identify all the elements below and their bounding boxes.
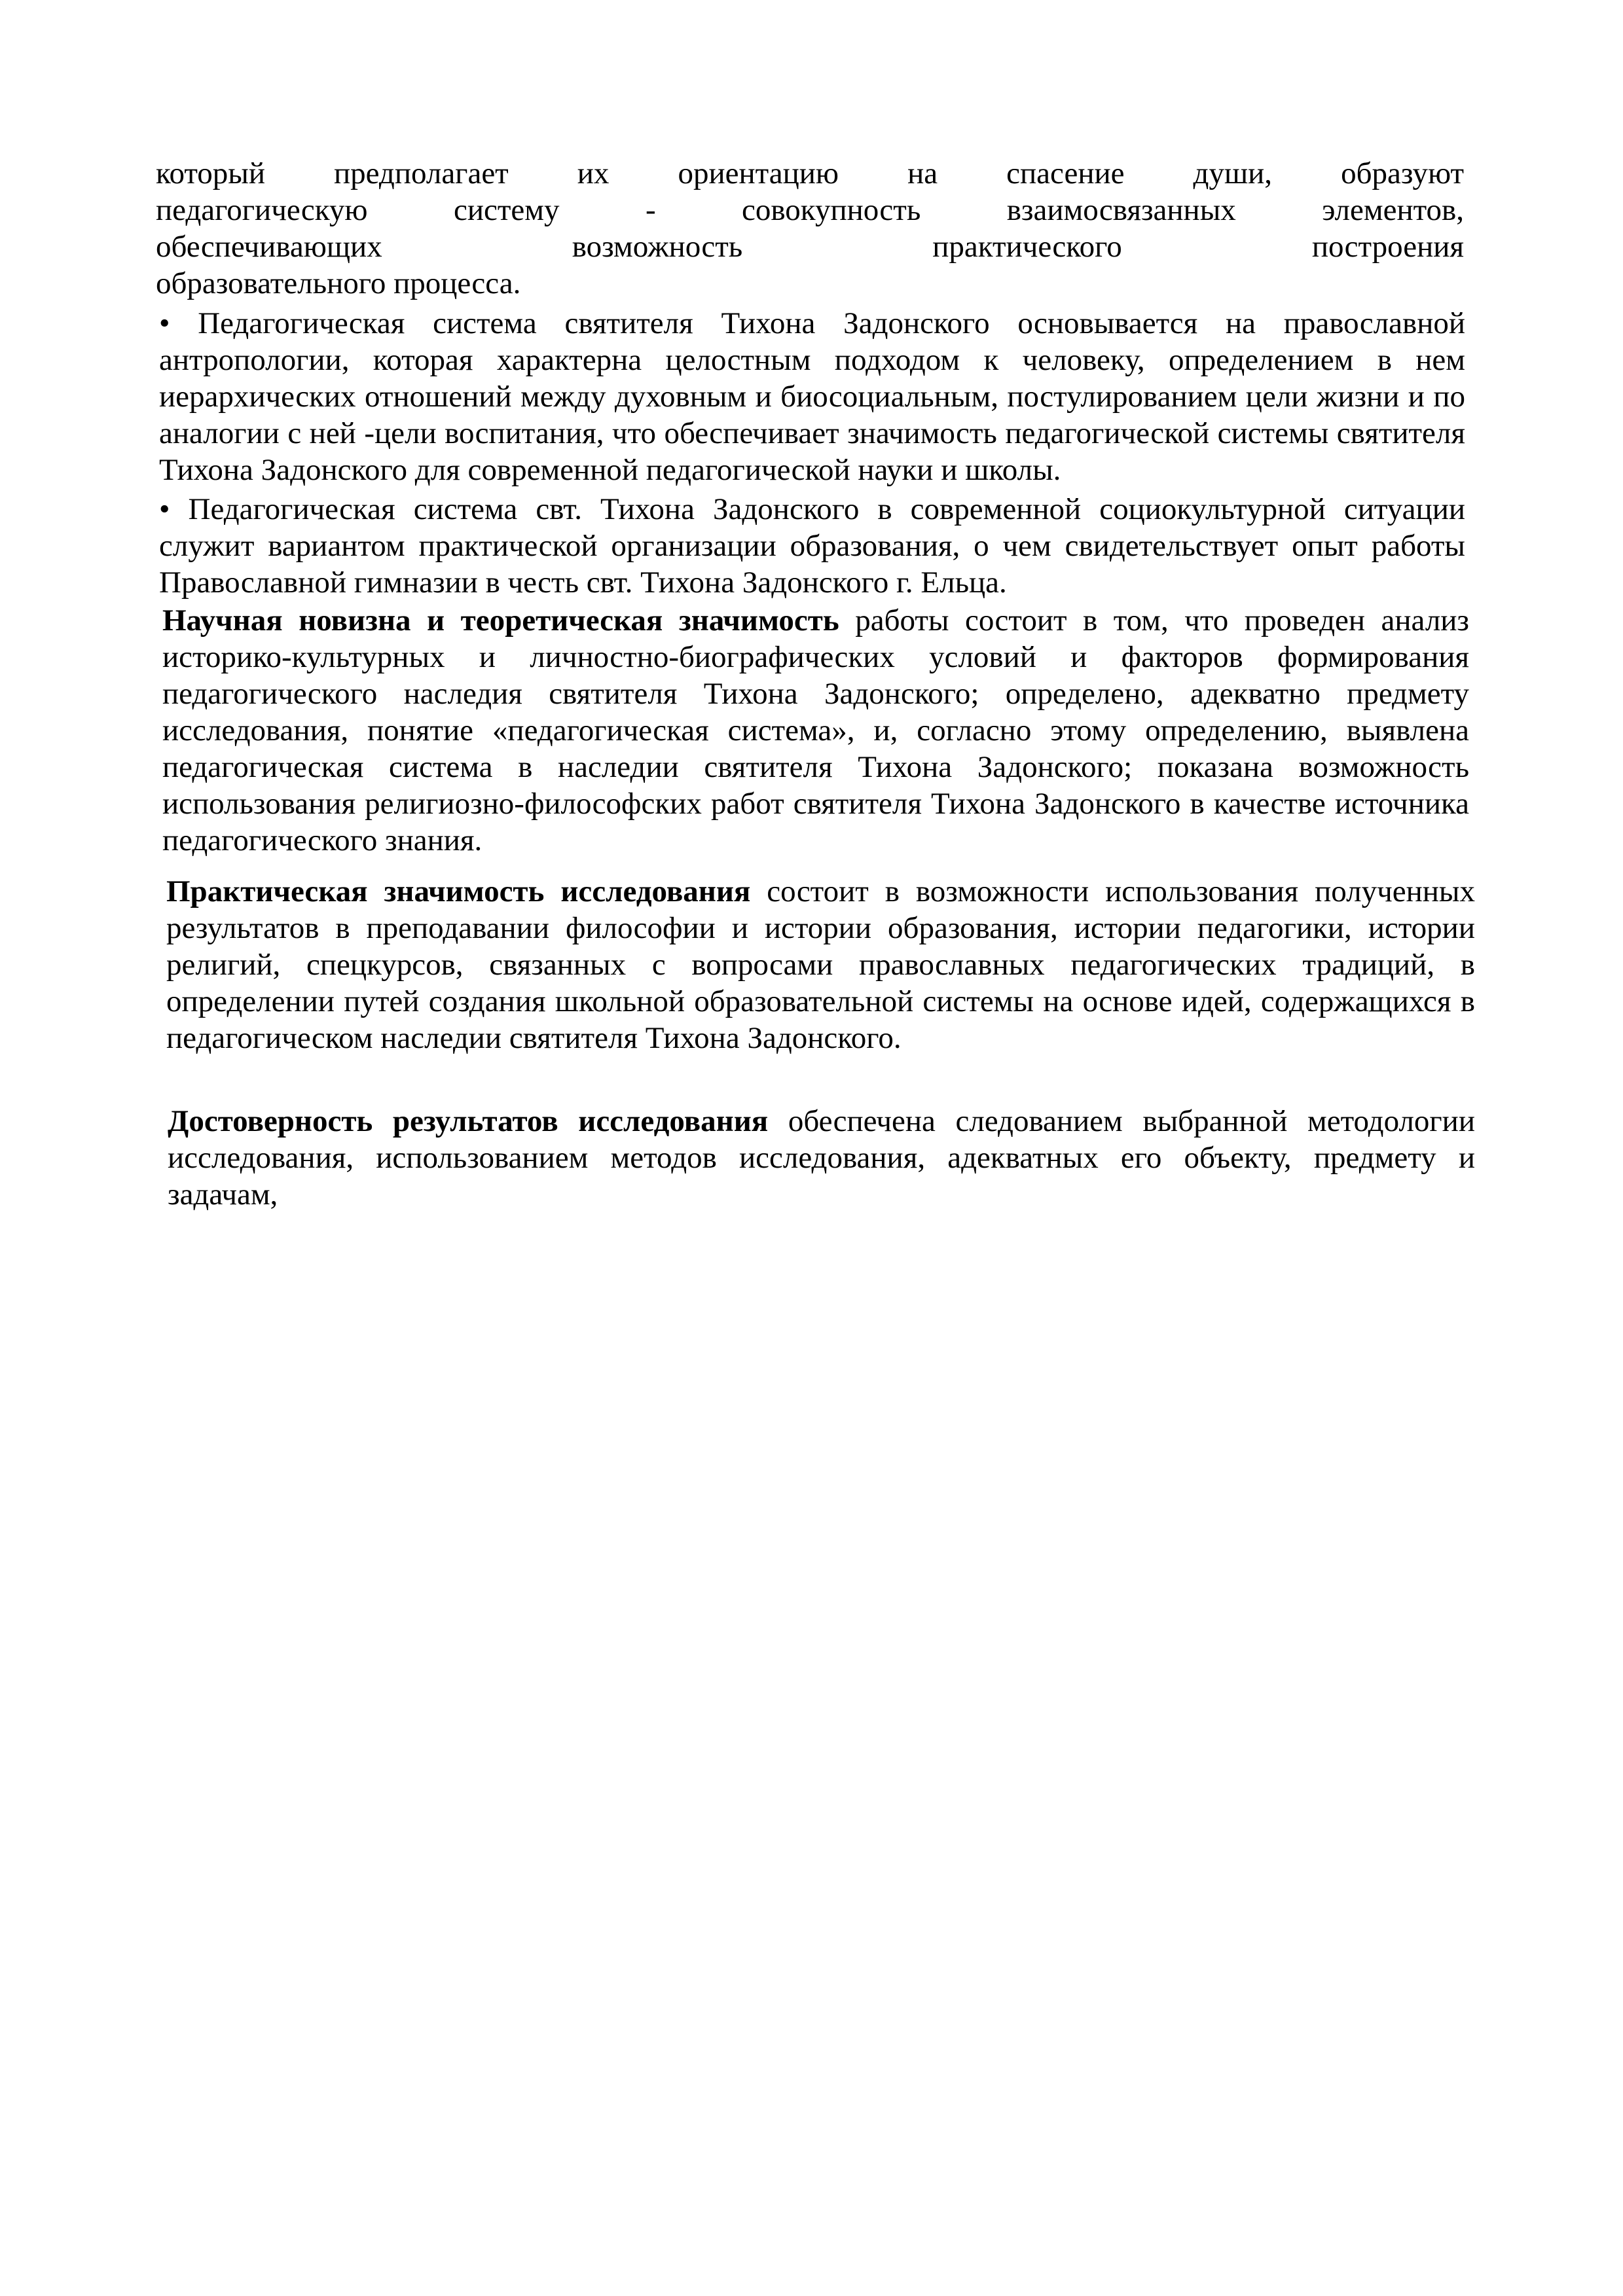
- reliability-paragraph: [168, 1103, 1475, 1213]
- top-paragraph-line: педагогическую систему - совокупность взаимосвязанных элементов,: [156, 193, 1464, 227]
- bullet-list: [159, 305, 1465, 603]
- bullet-item-anthropology: • Педагогическая система святителя Тихона Задонского основывается на православной антропологии, которая характерна целостным подходом к человеку, определением в нем иерархических отношений между духовным и биосоциальным, постулированием цели жизни и по аналогии с ней -цели воспитания, что обеспечивает значимость педагогической системы святителя Тихона Задонского для современной педагогической науки и школы.: [159, 306, 1465, 487]
- top-paragraph-line: образовательного процесса.: [156, 266, 521, 300]
- practical-text: состоит в возможности использования полученных результатов в преподавании философии и истории образования, истории педагогики, истории религий, спецкурсов, связанных с вопросами православных педагогических традиций, в определении путей создания школьной образовательной системы на основе идей, содержащихся в педагогическом наследии святителя Тихона Задонского.: [166, 874, 1475, 1055]
- top-paragraph-line: который предполагает их ориентацию на спасение души, образуют: [156, 156, 1464, 190]
- practical-paragraph: [166, 873, 1475, 1056]
- top-paragraph-line: обеспечивающих возможность практического построения: [156, 230, 1464, 264]
- novelty-paragraph: [162, 602, 1469, 859]
- reliability-heading: Достоверность результатов исследования: [168, 1104, 769, 1138]
- novelty-heading: Научная новизна и теоретическая значимость: [162, 603, 839, 637]
- reliability-text: обеспечена следованием выбранной методологии исследования, использованием методов исследования, адекватных его объекту, предмету и задачам,: [168, 1104, 1475, 1211]
- bullet-item-gymnasium: • Педагогическая система свт. Тихона Задонского в современной социокультурной ситуации служит вариантом практической организации образования, о чем свидетельствует опыт работы Православной гимназии в честь свт. Тихона Задонского г. Ельца.: [159, 492, 1465, 600]
- top-paragraph: [156, 155, 1464, 302]
- practical-heading: Практическая значимость исследования: [166, 874, 751, 908]
- novelty-text: работы состоит в том, что проведен анализ историко-культурных и личностно-биографических условий и факторов формирования педагогического наследия святителя Тихона Задонского; определено, адекватно предмету исследования, понятие «педагогическая система», и, согласно этому определению, выявлена педагогическая система в наследии святителя Тихона Задонского; показана возможность использования религиозно-философских работ святителя Тихона Задонского в качестве источника педагогического знания.: [162, 603, 1469, 857]
